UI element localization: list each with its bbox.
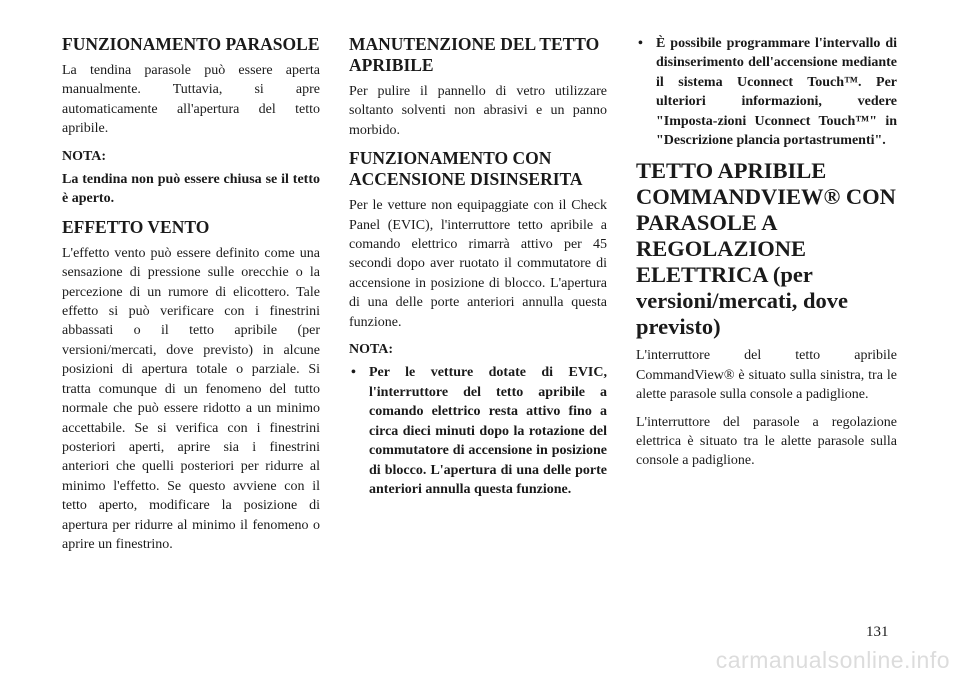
- list-item-text: È possibile programmare l'intervallo di disinserimento dell'accensione mediante il sistema Uconnect Touch™. Per ulteriori informazioni, vedere "Imposta-zioni Uconnect Touch™" in "Descrizione plancia portastrumenti".: [656, 36, 897, 149]
- heading-funzionamento-parasole: FUNZIONAMENTO PARASOLE: [62, 34, 320, 54]
- bullet-icon: •: [351, 365, 356, 381]
- paragraph-accensione-disinserita: Per le vetture non equipaggiate con il Check Panel (EVIC), l'interruttore tetto apribile a comando elettrico rimarrà attivo per 45 secondi dopo aver ruotato il commutatore di accensione in posizione di blocco. L'apertura di una delle porte anteriori annulla questa funzione.: [349, 198, 607, 330]
- list-item: [636, 34, 897, 150]
- note-label: NOTA:: [349, 342, 394, 358]
- column-right: [636, 34, 897, 479]
- column-middle: [349, 34, 607, 507]
- page-number: 131: [866, 624, 889, 640]
- note-bullet-list: [349, 363, 607, 499]
- bullet-icon: •: [638, 36, 643, 51]
- heading-tetto-commandview: TETTO APRIBILE COMMANDVIEW® CON PARASOLE A REGOLAZIONE ELETTRICA (per versioni/mercati, dove previsto): [636, 158, 896, 340]
- paragraph-manutenzione: Per pulire il pannello di vetro utilizzare soltanto solventi non abrasivi e un panno morbido.: [349, 84, 607, 138]
- heading-effetto-vento: EFFETTO VENTO: [62, 216, 210, 237]
- paragraph-interruttore-parasole: L'interruttore del parasole a regolazione elettrica è situato tra le alette parasole sulla console a padiglione.: [636, 414, 897, 469]
- heading-manutenzione: MANUTENZIONE DEL TETTO APRIBILE: [349, 34, 600, 75]
- note-bullet-list: [636, 34, 897, 150]
- list-item-text: Per le vetture dotate di EVIC, l'interruttore del tetto apribile a comando elettrico resta attivo fino a circa dieci minuti dopo la rotazione del commutatore di accensione in posizione di blocco. L'apertura di una delle porte anteriori annulla questa funzione.: [369, 365, 607, 497]
- list-item: [349, 363, 607, 499]
- watermark: carmanualsonline.info: [715, 647, 950, 673]
- paragraph-interruttore-tetto: L'interruttore del tetto apribile CommandView® è situato sulla sinistra, tra le alette parasole sulla console a padiglione.: [636, 348, 897, 403]
- paragraph-effetto-vento: L'effetto vento può essere definito come una sensazione di pressione sulle orecchie o la percezione di un rumore di elicottero. Tale effetto si può verificare con i finestrini abbassati o il tetto apribile (per versioni/mercati, dove previsto) in alcune posizioni di apertura totale o parziale. Si tratta comunque di un fenomeno del tutto normale che può essere ridotto a un minimo accettabile. Se si verifica con i finestrini posteriori aperti, aprire sia i finestrini anteriori che quelli posteriori per ridurre al minimo l'effetto. Se questo avviene con il tetto aperto, modificare la posizione di apertura per ridurre al minimo il fenomeno o aprire un finestrino.: [62, 245, 320, 552]
- paragraph-parasole: La tendina parasole può essere aperta manualmente. Tuttavia, si apre automaticamente all'apertura del tetto apribile.: [62, 63, 320, 137]
- note-text: La tendina non può essere chiusa se il tetto è aperto.: [62, 172, 320, 207]
- heading-accensione-disinserita: FUNZIONAMENTO CON ACCENSIONE DISINSERITA: [349, 148, 583, 190]
- note-label: NOTA:: [62, 148, 107, 164]
- column-left: [62, 34, 320, 562]
